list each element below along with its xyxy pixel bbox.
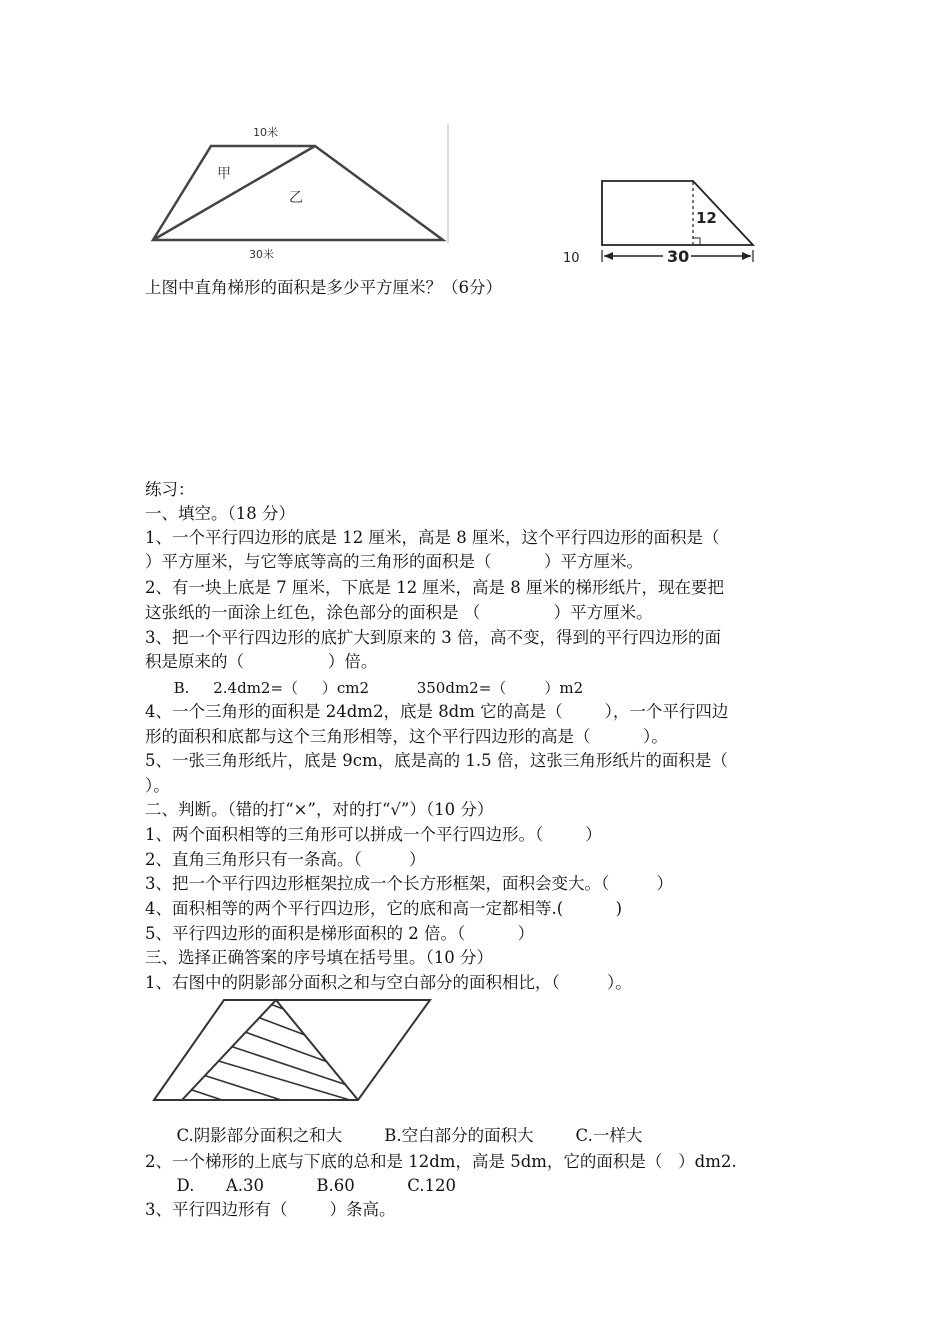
- fill-q1-line2: ）平方厘米，与它等底等高的三角形的面积是（ ）平方厘米。: [145, 552, 643, 571]
- fill-q1-line1: 1、一个平行四边形的底是 12 厘米，高是 8 厘米，这个平行四边形的面积是（: [145, 528, 720, 547]
- choice-q2: 2、一个梯形的上底与下底的总和是 12dm，高是 5dm，它的面积是（ ）dm2.: [145, 1152, 737, 1171]
- right-trapezoid-figure: [555, 170, 775, 270]
- base-label: 30: [667, 247, 690, 266]
- fill-q2-line1: 2、有一块上底是 7 厘米，下底是 12 厘米，高是 8 厘米的梯形纸片，现在要把: [145, 578, 724, 597]
- choice-q3: 3、平行四边形有（ ）条高。: [145, 1200, 396, 1219]
- fill-q3-line1: 3、把一个平行四边形的底扩大到原来的 3 倍，高不变，得到的平行四边形的面: [145, 628, 721, 647]
- parallelogram-shaded-figure: [150, 994, 440, 1106]
- fill-q4-line2: 形的面积和底都与这个三角形相等，这个平行四边形的高是（ ）。: [145, 727, 668, 746]
- trapezoid-top-label: 10米: [253, 126, 278, 139]
- fill-q3-line2: 积是原来的（ ）倍。: [145, 652, 378, 671]
- choice-q1: 1、右图中的阴影部分面积之和与空白部分的面积相比，（ ）。: [145, 973, 632, 992]
- fill-q2-line2: 这张纸的一面涂上红色，涂色部分的面积是 （ ）平方厘米。: [145, 603, 653, 622]
- judge-q3: 3、把一个平行四边形框架拉成一个长方形框架，面积会变大。（ ）: [145, 874, 673, 893]
- unit-conversion-line: B. 2.4dm2=（ ）cm2 350dm2=（ ）m2: [145, 679, 584, 697]
- judge-q1: 1、两个面积相等的三角形可以拼成一个平行四边形。（ ）: [145, 825, 602, 844]
- question-right-trapezoid: 上图中直角梯形的面积是多少平方厘米？（6分）: [145, 278, 502, 297]
- judge-q5: 5、平行四边形的面积是梯形面积的 2 倍。（ ）: [145, 924, 535, 943]
- choice-q1-options: C.阴影部分面积之和大 B.空白部分的面积大 C.一样大: [145, 1126, 643, 1145]
- section-choice: 三、选择正确答案的序号填在括号里。（10 分）: [145, 948, 493, 967]
- height-label: 12: [696, 209, 717, 227]
- practice-heading: 练习：: [145, 480, 195, 499]
- trapezoid-region-a: 甲: [217, 166, 231, 182]
- choice-q2-options: D. A.30 B.60 C.120: [145, 1176, 457, 1195]
- section-judge: 二、判断。（错的打“×”，对的打“√”）（10 分）: [145, 800, 494, 819]
- fill-q4-line1: 4、一个三角形的面积是 24dm2，底是 8dm 它的高是（ ），一个平行四边: [145, 702, 729, 721]
- judge-q4: 4、面积相等的两个平行四边形，它的底和高一定都相等.( ): [145, 899, 623, 918]
- trapezoid-bottom-label: 30米: [249, 248, 274, 261]
- top-side-label: 10: [563, 251, 580, 266]
- trapezoid-figure: [145, 118, 455, 268]
- judge-q2: 2、直角三角形只有一条高。（ ）: [145, 850, 426, 869]
- section-fill-blank: 一、填空。（18 分）: [145, 504, 295, 523]
- fill-q5-line2: ）。: [145, 776, 170, 795]
- fill-q5-line1: 5、一张三角形纸片，底是 9cm，底是高的 1.5 倍，这张三角形纸片的面积是（: [145, 751, 728, 770]
- trapezoid-region-b: 乙: [289, 190, 303, 206]
